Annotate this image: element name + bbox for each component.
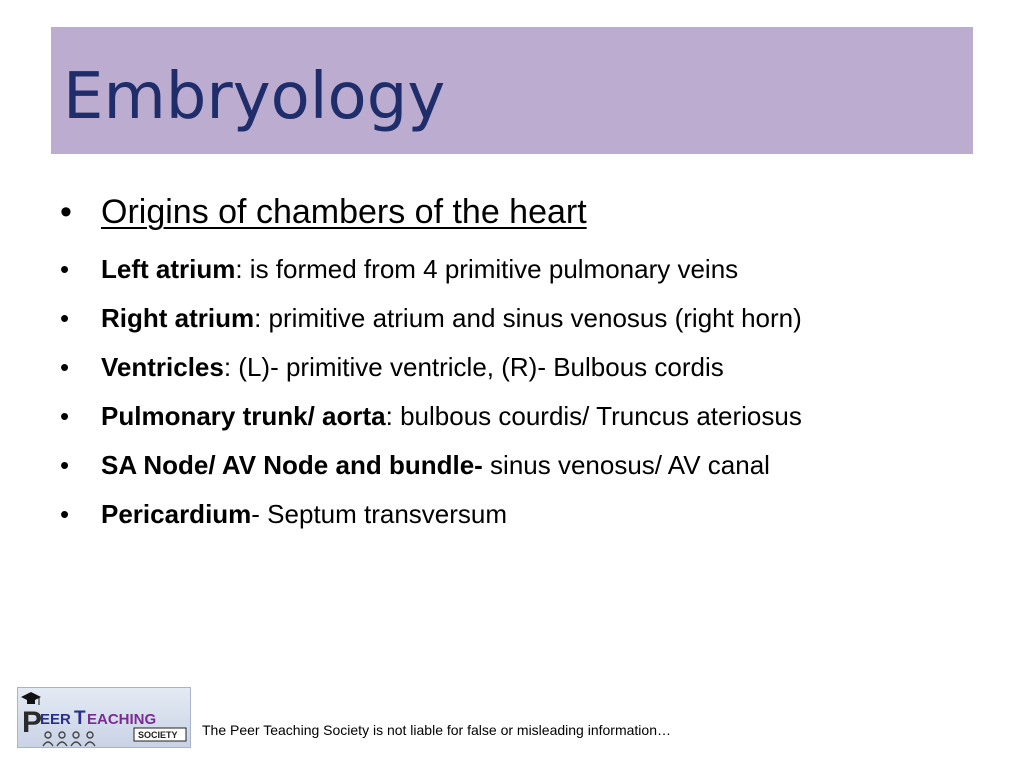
svg-text:T: T bbox=[74, 708, 86, 729]
bullet-text bbox=[101, 501, 507, 527]
bullet-dot: • bbox=[60, 450, 70, 480]
logo-graphic bbox=[18, 688, 190, 747]
bullet-text bbox=[101, 452, 770, 478]
bullet-dot: • bbox=[60, 193, 72, 231]
bullet-term: Pulmonary trunk/ aorta bbox=[101, 401, 386, 431]
bullet-dot: • bbox=[60, 303, 70, 333]
peer-teaching-society-logo bbox=[17, 687, 191, 748]
bullet-dot: • bbox=[60, 499, 70, 529]
bullet-term: SA Node/ AV Node and bundle- bbox=[101, 450, 483, 480]
svg-text:EACHING: EACHING bbox=[87, 711, 157, 728]
bullet-description: : is formed from 4 primitive pulmonary veins bbox=[235, 254, 739, 284]
footer-disclaimer: The Peer Teaching Society is not liable for false or misleading information… bbox=[202, 722, 671, 738]
bullet-dot: • bbox=[60, 352, 70, 382]
bullet-text bbox=[101, 403, 802, 429]
bullet-text bbox=[101, 256, 738, 282]
bullet-term: Right atrium bbox=[101, 303, 255, 333]
svg-text:P: P bbox=[22, 706, 43, 739]
slide-title: Embryology bbox=[63, 60, 446, 134]
bullet-term: Left atrium bbox=[101, 254, 236, 284]
bullet-description: : (L)- primitive ventricle, (R)- Bulbous cordis bbox=[223, 352, 724, 382]
bullet-description: sinus venosus/ AV canal bbox=[482, 450, 770, 480]
bullet-description: : primitive atrium and sinus venosus (right horn) bbox=[254, 303, 802, 333]
bullet-term: Pericardium bbox=[101, 499, 252, 529]
heading-text: Origins of chambers of the heart bbox=[101, 193, 587, 231]
bullet-dot: • bbox=[60, 254, 70, 284]
bullet-term: Ventricles bbox=[101, 352, 224, 382]
bullet-dot: • bbox=[60, 401, 70, 431]
bullet-text bbox=[101, 354, 724, 380]
svg-text:SOCIETY: SOCIETY bbox=[138, 730, 178, 740]
bullet-text bbox=[101, 305, 802, 331]
bullet-description: - Septum transversum bbox=[251, 499, 508, 529]
svg-text:EER: EER bbox=[40, 711, 71, 728]
bullet-description: : bulbous courdis/ Truncus ateriosus bbox=[385, 401, 802, 431]
